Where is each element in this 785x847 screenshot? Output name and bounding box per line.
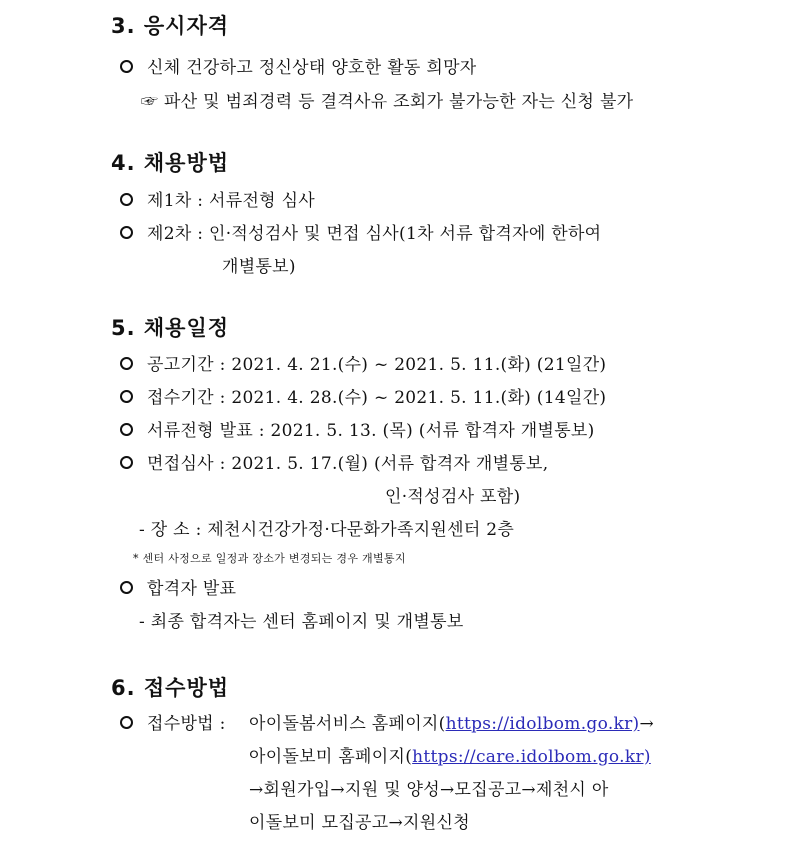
apply-method-label: 접수방법 : xyxy=(147,714,226,734)
section-3-title: 3. 응시자격 xyxy=(111,14,230,38)
section-4-item-2: 제2차 : 인·적성검사 및 면접 심사(1차 서류 합격자에 한하여 xyxy=(120,219,601,244)
section-6-line-4: 이돌보미 모집공고→지원신청 xyxy=(249,813,470,833)
section-5-place: - 장 소 : 제천시건강가정·다문화가족지원센터 2층 xyxy=(139,520,515,540)
circle-bullet-icon xyxy=(120,716,133,729)
section-6-line-1: 아이돌봄서비스 홈페이지(https://idolbom.go.kr)→ xyxy=(249,714,655,734)
section-5-item-4-cont: 인·적성검사 포함) xyxy=(385,487,521,507)
section-6-item-1 xyxy=(120,709,226,734)
section-5-item-3: 서류전형 발표 : 2021. 5. 13. (목) (서류 합격자 개별통보) xyxy=(120,416,595,441)
circle-bullet-icon xyxy=(120,390,133,403)
circle-bullet-icon xyxy=(120,423,133,436)
circle-bullet-icon xyxy=(120,60,133,73)
circle-bullet-icon xyxy=(120,357,133,370)
idolbom-link[interactable]: https://idolbom.go.kr) xyxy=(445,714,640,734)
section-5-footnote: * 센터 사정으로 일정과 장소가 변경되는 경우 개별통지 xyxy=(133,552,406,565)
section-3-note: ☞ 파산 및 범죄경력 등 결격사유 조회가 불가능한 자는 신청 불가 xyxy=(141,92,634,112)
circle-bullet-icon xyxy=(120,226,133,239)
section-5-item-5: 합격자 발표 xyxy=(120,574,236,599)
section-3-item-1: 신체 건강하고 정신상태 양호한 활동 희망자 xyxy=(120,53,477,78)
section-6-title: 6. 접수방법 xyxy=(111,676,230,700)
section-5-item-1: 공고기간 : 2021. 4. 21.(수) ~ 2021. 5. 11.(화) (21일간) xyxy=(120,350,606,375)
circle-bullet-icon xyxy=(120,581,133,594)
circle-bullet-icon xyxy=(120,456,133,469)
care-idolbom-link[interactable]: https://care.idolbom.go.kr) xyxy=(412,747,651,767)
section-5-item-5-sub: - 최종 합격자는 센터 홈페이지 및 개별통보 xyxy=(139,612,464,632)
section-5-item-4: 면접심사 : 2021. 5. 17.(월) (서류 합격자 개별통보, xyxy=(120,449,549,474)
circle-bullet-icon xyxy=(120,193,133,206)
section-5-item-2: 접수기간 : 2021. 4. 28.(수) ~ 2021. 5. 11.(화) (14일간) xyxy=(120,383,606,408)
section-4-item-2-cont: 개별통보) xyxy=(222,257,296,277)
section-4-item-1: 제1차 : 서류전형 심사 xyxy=(120,186,315,211)
section-6-line-3: →회원가입→지원 및 양성→모집공고→제천시 아 xyxy=(249,780,609,800)
section-4-title: 4. 채용방법 xyxy=(111,151,230,175)
section-6-line-2: 아이돌보미 홈페이지(https://care.idolbom.go.kr) xyxy=(249,747,651,767)
section-5-title: 5. 채용일정 xyxy=(111,316,230,340)
